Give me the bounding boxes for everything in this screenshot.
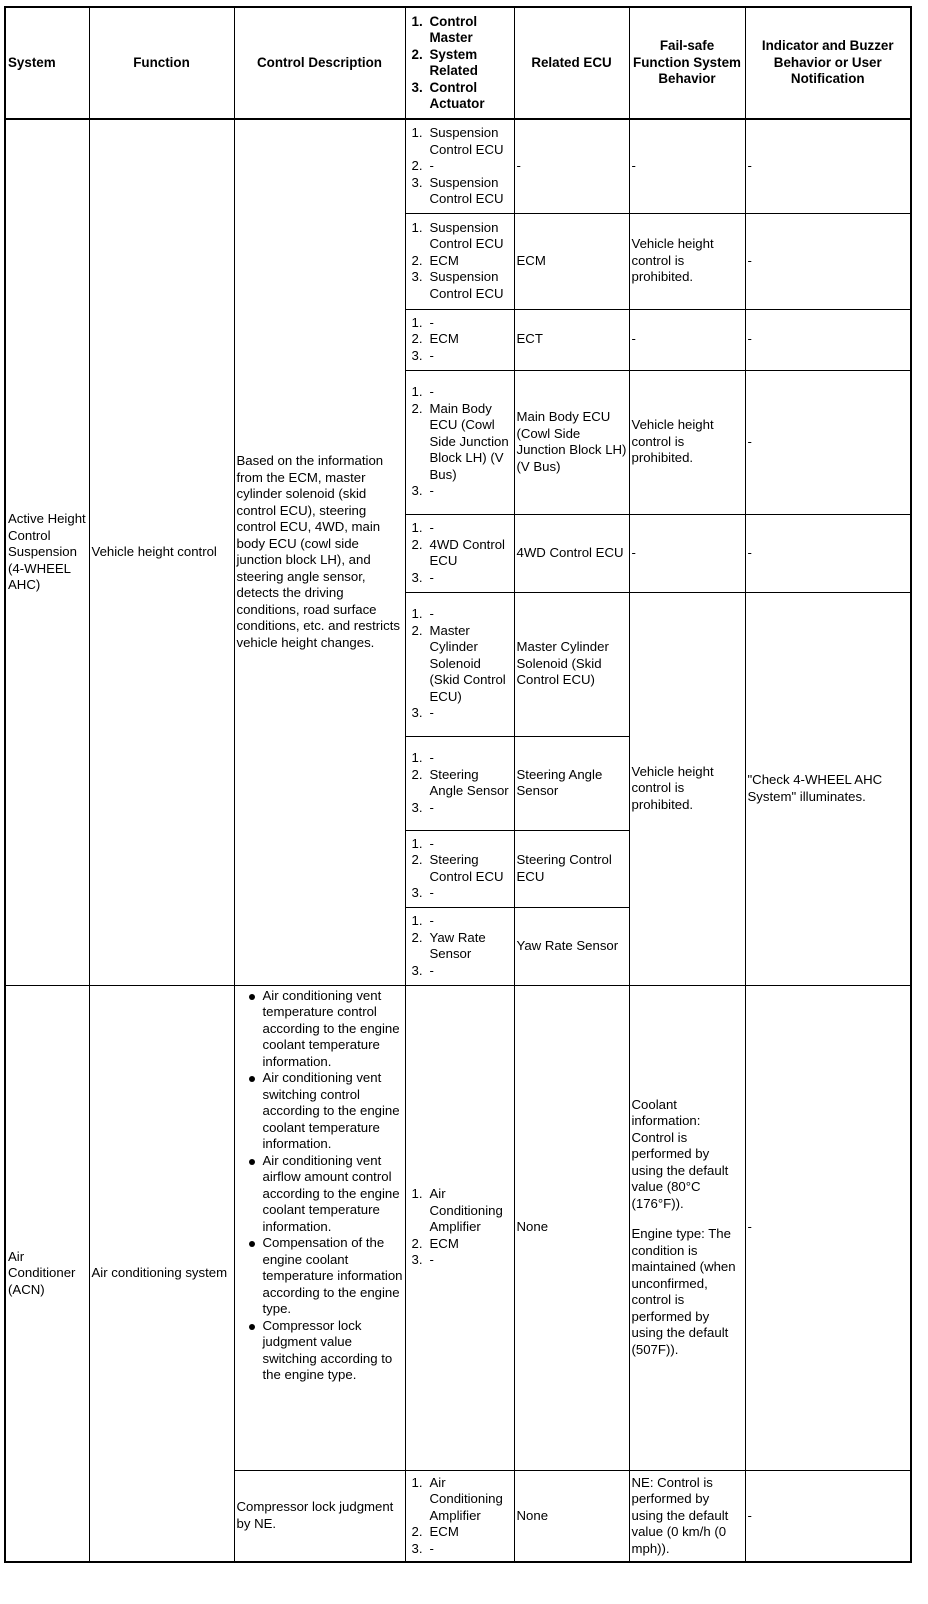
related-ecu-cell: Steering Control ECU: [514, 830, 629, 907]
ahc-system-cell: Active Height Control Suspension (4-WHEEL AHC): [5, 119, 89, 985]
failsafe-cell: -: [629, 514, 745, 592]
failsafe-cell: Vehicle height control is prohibited.: [629, 213, 745, 309]
acn-description-cell: Compressor lock judgment by NE.: [234, 1470, 405, 1562]
ahc-shared-failsafe-cell: Vehicle height control is prohibited.: [629, 592, 745, 985]
system-related: 4WD Control ECU: [429, 536, 505, 568]
bullet-text: Compressor lock judgment value switching according to the engine type.: [262, 1317, 393, 1382]
list-item: [237, 1070, 403, 1153]
system-related: ECM: [429, 1235, 459, 1251]
indicator-cell: -: [745, 1470, 911, 1562]
acn-system-cell: Air Conditioner (ACN): [5, 985, 89, 1562]
system-related: -: [429, 158, 434, 173]
control-actuator: -: [429, 347, 434, 363]
related-ecu-cell: Master Cylinder Solenoid (Skid Control ECU): [514, 592, 629, 736]
spec-table: [4, 6, 912, 1563]
control-master: -: [429, 384, 434, 400]
control-master: Air Conditioning Amplifier: [429, 1474, 503, 1523]
control-master: -: [429, 835, 434, 851]
control-actuator: -: [429, 885, 434, 900]
indicator-cell: -: [745, 370, 911, 514]
header-control-master: Control Master: [429, 13, 478, 45]
failsafe-cell: -: [629, 119, 745, 213]
list-item: [237, 1153, 403, 1236]
indicator-cell: -: [745, 213, 911, 309]
control-items-cell: 1. - 2. Master Cylinder Solenoid (Skid Control ECU) 3. -: [405, 592, 514, 736]
related-ecu-cell: -: [514, 119, 629, 213]
related-ecu-cell: ECT: [514, 309, 629, 370]
list-item: [237, 988, 403, 1071]
header-system: System: [5, 7, 89, 119]
indicator-cell: -: [745, 309, 911, 370]
header-indicator: Indicator and Buzzer Behavior or User Notification: [745, 7, 911, 119]
related-ecu-cell: 4WD Control ECU: [514, 514, 629, 592]
control-actuator: -: [429, 705, 434, 721]
header-row: [5, 7, 911, 119]
header-control-items: 1. Control Master 2. System Related 3. Control Actuator: [405, 7, 514, 119]
control-items-cell: 1. Suspension Control ECU 2. - 3. Suspension Control ECU: [405, 119, 514, 213]
failsafe-cell: [629, 985, 745, 1470]
control-master: Suspension Control ECU: [429, 219, 504, 252]
bullet-text: Air conditioning vent temperature control according to the engine coolant temperature information.: [262, 987, 400, 1069]
control-items-cell: 1. Air Conditioning Amplifier 2. ECM 3. -: [405, 985, 514, 1470]
list-item: [237, 1318, 403, 1384]
acn-function-cell: Air conditioning system: [89, 985, 234, 1562]
failsafe-coolant: Coolant information: Control is performed by using the default value (80°C (176°F)).: [631, 1096, 729, 1211]
acn-description-cell: [234, 985, 405, 1470]
control-master: -: [429, 750, 434, 765]
indicator-cell: -: [745, 514, 911, 592]
bullet-text: Air conditioning vent switching control according to the engine coolant temperature information.: [262, 1070, 400, 1151]
failsafe-cell: -: [629, 309, 745, 370]
control-items-cell: 1. Air Conditioning Amplifier 2. ECM 3. -: [405, 1470, 514, 1562]
related-ecu-cell: None: [514, 1470, 629, 1562]
related-ecu-cell: None: [514, 985, 629, 1470]
related-ecu-cell: Steering Angle Sensor: [514, 736, 629, 830]
table-row: [5, 119, 911, 213]
control-items-cell: 1. Suspension Control ECU 2. ECM 3. Suspension Control ECU: [405, 213, 514, 309]
control-actuator: -: [429, 483, 434, 499]
related-ecu-cell: Main Body ECU (Cowl Side Junction Block LH) (V Bus): [514, 370, 629, 514]
list-item: [237, 1235, 403, 1318]
system-related: Master Cylinder Solenoid (Skid Control ECU): [429, 622, 506, 704]
control-actuator: -: [429, 1252, 434, 1268]
related-ecu-cell: Yaw Rate Sensor: [514, 907, 629, 985]
control-actuator: -: [429, 1540, 434, 1556]
system-related: Main Body ECU (Cowl Side Junction Block LH) (V Bus): [429, 400, 509, 482]
bullet-text: Compensation of the engine coolant temperature information according to the engine type.: [262, 1235, 403, 1316]
header-failsafe: Fail-safe Function System Behavior: [629, 7, 745, 119]
control-items-cell: 1. - 2. Steering Control ECU 3. -: [405, 830, 514, 907]
related-ecu-cell: ECM: [514, 213, 629, 309]
header-related-ecu: Related ECU: [514, 7, 629, 119]
control-actuator: Suspension Control ECU: [429, 174, 504, 206]
control-items-cell: 1. - 2. Yaw Rate Sensor 3. -: [405, 907, 514, 985]
system-related: ECM: [429, 1524, 459, 1539]
control-master: Air Conditioning Amplifier: [429, 1186, 503, 1235]
control-items-cell: 1. - 2. Steering Angle Sensor 3. -: [405, 736, 514, 830]
control-master: Suspension Control ECU: [429, 125, 504, 157]
control-master: -: [429, 913, 434, 928]
system-related: Yaw Rate Sensor: [429, 929, 486, 961]
control-actuator: -: [429, 569, 434, 585]
failsafe-cell: Vehicle height control is prohibited.: [629, 370, 745, 514]
header-system-related: System Related: [429, 46, 478, 78]
bullet-text: Air conditioning vent airflow amount control according to the engine coolant temperature information.: [262, 1152, 400, 1234]
ahc-description-cell: Based on the information from the ECM, master cylinder solenoid (skid control ECU), steering control ECU, 4WD, main body ECU (cowl side junction block LH), and steering angle sensor, detects the driving conditions, road surface conditions, etc. and restricts vehicle height changes.: [234, 119, 405, 985]
system-related: Steering Control ECU: [429, 852, 504, 884]
control-items-cell: 1. - 2. Main Body ECU (Cowl Side Junction Block LH) (V Bus) 3. -: [405, 370, 514, 514]
indicator-cell: -: [745, 119, 911, 213]
failsafe-cell: NE: Control is performed by using the default value (0 km/h (0 mph)).: [629, 1470, 745, 1562]
indicator-cell: -: [745, 985, 911, 1470]
control-master: -: [429, 606, 434, 622]
control-actuator: -: [429, 962, 434, 978]
control-actuator: Suspension Control ECU: [429, 269, 504, 301]
system-related: ECM: [429, 331, 459, 347]
header-control-description: Control Description: [234, 7, 405, 119]
header-control-actuator: Control Actuator: [429, 79, 485, 111]
system-related: Steering Angle Sensor: [429, 766, 509, 798]
ahc-function-cell: Vehicle height control: [89, 119, 234, 985]
failsafe-engine-type: Engine type: The condition is maintained (when unconfirmed, control is performed by using the default (507F)).: [631, 1226, 736, 1357]
control-actuator: -: [429, 799, 434, 815]
table-row: [5, 985, 911, 1470]
header-function: Function: [89, 7, 234, 119]
ahc-shared-indicator-cell: "Check 4-WHEEL AHC System" illuminates.: [745, 592, 911, 985]
control-items-cell: 1. - 2. 4WD Control ECU 3. -: [405, 514, 514, 592]
control-items-cell: 1. - 2. ECM 3. -: [405, 309, 514, 370]
system-related: ECM: [429, 252, 459, 268]
control-master: -: [429, 520, 434, 535]
control-master: -: [429, 314, 434, 330]
